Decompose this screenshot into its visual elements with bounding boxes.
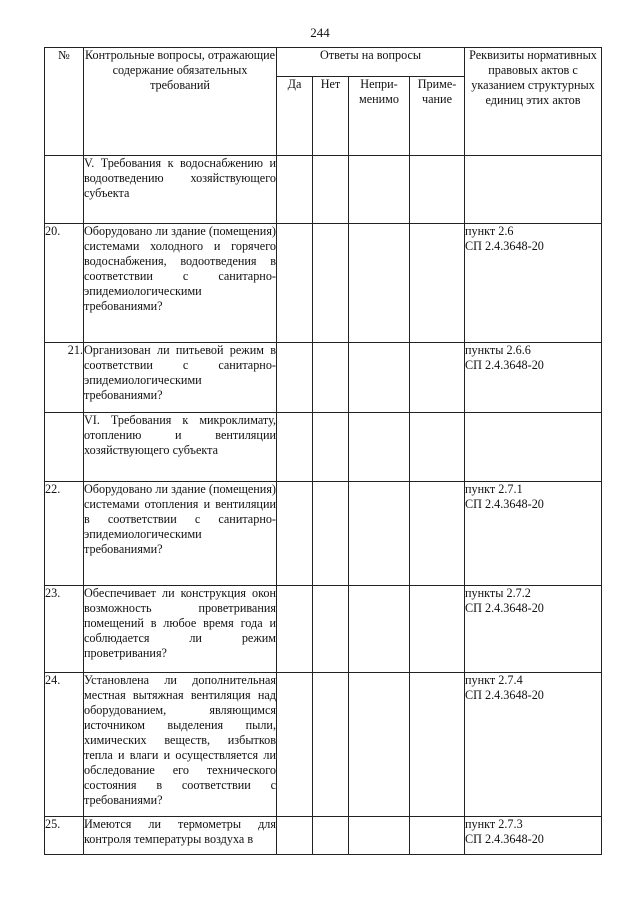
- question-row: [45, 224, 602, 343]
- answer-na-cell[interactable]: [349, 413, 410, 482]
- answer-no-cell[interactable]: [313, 224, 349, 343]
- checklist-table: [44, 47, 602, 855]
- question-number: 21.: [45, 343, 84, 413]
- question-text: Организован ли питьевой режим в соответствии с санитарно-эпидемиологическими требованиями?: [84, 343, 277, 413]
- question-row: [45, 343, 602, 413]
- question-text: Обеспечивает ли конструкция окон возможность проветривания помещений в любое время года и соблюдается ли режим проветривания?: [84, 586, 277, 673]
- requisites-cell: [465, 343, 602, 413]
- answer-yes-cell[interactable]: [277, 586, 313, 673]
- question-number: 25.: [45, 817, 84, 855]
- question-number: 22.: [45, 482, 84, 586]
- requisite-clause: пункты 2.7.2: [465, 586, 531, 600]
- header-no: Нет: [313, 77, 349, 156]
- section-row: [45, 413, 602, 482]
- header-row-1: [45, 48, 602, 77]
- answer-note-cell[interactable]: [410, 673, 465, 817]
- answer-no-cell[interactable]: [313, 343, 349, 413]
- answer-note-cell[interactable]: [410, 224, 465, 343]
- answer-yes-cell[interactable]: [277, 817, 313, 855]
- requisites-cell: [465, 224, 602, 343]
- question-number: 23.: [45, 586, 84, 673]
- header-answers: Ответы на вопросы: [277, 48, 465, 77]
- section-title: V. Требования к водоснабжению и водоотведению хозяйствующего субъекта: [84, 156, 277, 224]
- answer-note-cell[interactable]: [410, 343, 465, 413]
- question-row: [45, 673, 602, 817]
- answer-note-cell[interactable]: [410, 482, 465, 586]
- section-num-cell: [45, 413, 84, 482]
- requisite-act: СП 2.4.3648-20: [465, 239, 544, 253]
- requisite-clause: пункт 2.7.4: [465, 673, 523, 687]
- header-note-line2: чание: [422, 92, 452, 106]
- requisite-act: СП 2.4.3648-20: [465, 832, 544, 846]
- question-text: Оборудовано ли здание (помещения) системами холодного и горячего водоснабжения, водоотведения в соответствии с санитарно-эпидемиологическими требованиями?: [84, 224, 277, 343]
- requisites-cell: [465, 673, 602, 817]
- answer-note-cell[interactable]: [410, 156, 465, 224]
- requisite-act: СП 2.4.3648-20: [465, 601, 544, 615]
- answer-yes-cell[interactable]: [277, 156, 313, 224]
- requisite-clause: пункт 2.7.1: [465, 482, 523, 496]
- answer-no-cell[interactable]: [313, 673, 349, 817]
- requisite-act: СП 2.4.3648-20: [465, 497, 544, 511]
- answer-note-cell[interactable]: [410, 413, 465, 482]
- question-number: 24.: [45, 673, 84, 817]
- answer-no-cell[interactable]: [313, 413, 349, 482]
- question-number: 20.: [45, 224, 84, 343]
- header-na-line1: Непри-: [360, 77, 398, 91]
- question-row: [45, 482, 602, 586]
- answer-note-cell[interactable]: [410, 817, 465, 855]
- answer-na-cell[interactable]: [349, 224, 410, 343]
- answer-na-cell[interactable]: [349, 673, 410, 817]
- requisites-cell: [465, 817, 602, 855]
- answer-na-cell[interactable]: [349, 343, 410, 413]
- header-not-applicable: [349, 77, 410, 156]
- question-row: [45, 586, 602, 673]
- requisite-clause: пункт 2.7.3: [465, 817, 523, 831]
- answer-no-cell[interactable]: [313, 156, 349, 224]
- requisite-act: СП 2.4.3648-20: [465, 688, 544, 702]
- answer-yes-cell[interactable]: [277, 224, 313, 343]
- requisites-cell: [465, 586, 602, 673]
- question-text: Установлена ли дополнительная местная вытяжная вентиляция над оборудованием, являющимся источником выделения пыли, химических веществ, избытков тепла и влаги и осуществляется ли обследование его технического состояния в соответствии с требованиями?: [84, 673, 277, 817]
- requisite-clause: пункты 2.6.6: [465, 343, 531, 357]
- answer-note-cell[interactable]: [410, 586, 465, 673]
- requisite-clause: пункт 2.6: [465, 224, 514, 238]
- section-row: [45, 156, 602, 224]
- answer-no-cell[interactable]: [313, 586, 349, 673]
- answer-na-cell[interactable]: [349, 817, 410, 855]
- answer-yes-cell[interactable]: [277, 343, 313, 413]
- answer-no-cell[interactable]: [313, 817, 349, 855]
- section-num-cell: [45, 156, 84, 224]
- header-num: №: [45, 48, 84, 156]
- answer-na-cell[interactable]: [349, 156, 410, 224]
- answer-yes-cell[interactable]: [277, 482, 313, 586]
- section-title: VI. Требования к микроклимату, отоплению и вентиляции хозяйствующего субъекта: [84, 413, 277, 482]
- answer-na-cell[interactable]: [349, 586, 410, 673]
- requisites-cell: [465, 413, 602, 482]
- requisites-cell: [465, 156, 602, 224]
- answer-no-cell[interactable]: [313, 482, 349, 586]
- header-yes: Да: [277, 77, 313, 156]
- question-text: Имеются ли термометры для контроля температуры воздуха в: [84, 817, 277, 855]
- requisites-cell: [465, 482, 602, 586]
- answer-yes-cell[interactable]: [277, 413, 313, 482]
- header-note: [410, 77, 465, 156]
- header-na-line2: менимо: [359, 92, 399, 106]
- requisite-act: СП 2.4.3648-20: [465, 358, 544, 372]
- question-text: Оборудовано ли здание (помещения) системами отопления и вентиляции в соответствии с санитарно-эпидемиологическими требованиями?: [84, 482, 277, 586]
- question-row: [45, 817, 602, 855]
- header-note-line1: Приме-: [417, 77, 457, 91]
- answer-na-cell[interactable]: [349, 482, 410, 586]
- answer-yes-cell[interactable]: [277, 673, 313, 817]
- header-questions: Контрольные вопросы, отражающие содержание обязательных требований: [84, 48, 277, 156]
- page-number: 244: [310, 25, 330, 40]
- header-requisites: Реквизиты нормативных правовых актов с указанием структурных единиц этих актов: [465, 48, 602, 156]
